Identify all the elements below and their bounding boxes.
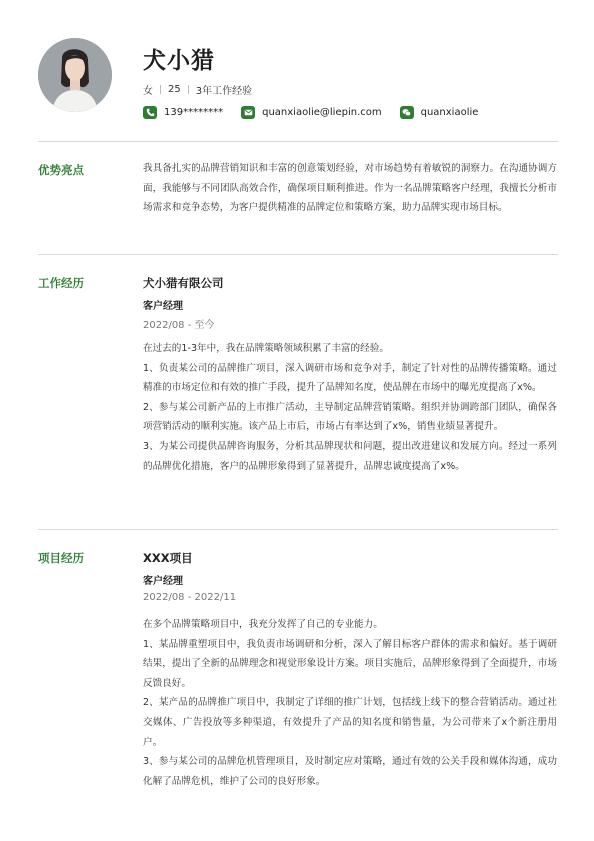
work-role: 客户经理: [143, 301, 183, 312]
work-paragraph: 2、参与某公司新产品的上市推广活动，主导制定品牌营销策略。组织并协调跨部门团队，确保各项营销活动的顺利实施。该产品上市后，市场占有率达到了x%，销售业绩显著提升。: [143, 401, 557, 433]
candidate-name: 犬小猎: [143, 48, 215, 74]
contact-email[interactable]: [241, 106, 382, 119]
section-title-advantages: 优势亮点: [38, 163, 84, 177]
work-experience-years: 3年工作经验: [195, 86, 253, 97]
project-paragraph: 3、参与某公司的品牌危机管理项目，及时制定应对策略，通过有效的公关手段和媒体沟通，成功化解了品牌危机，维护了公司的良好形象。: [143, 756, 557, 787]
meta-separator: [160, 85, 161, 94]
divider: [38, 141, 558, 142]
project-description: [143, 615, 557, 791]
gender: 女: [143, 86, 153, 97]
project-paragraph: 2、某产品的品牌推广项目中，我制定了详细的推广计划，包括线上线下的整合营销活动。通过社交媒体、广告投放等多种渠道，有效提升了产品的知名度和销售量，为公司带来了x个新注册用户。: [143, 697, 557, 748]
age: 25: [168, 84, 181, 95]
project-paragraph: 1、某品牌重塑项目中，我负责市场调研和分析，深入了解目标客户群体的需求和偏好。基于调研结果，提出了全新的品牌理念和视觉形象设计方案。项目实施后，品牌形象得到了全面提升，市场反馈良好。: [143, 638, 557, 689]
phone-number: 139********: [164, 107, 224, 118]
wechat-icon: [400, 106, 414, 119]
project-paragraph: 在多个品牌策略项目中，我充分发挥了自己的专业能力。: [143, 619, 383, 630]
email-address: quanxiaolie@liepin.com: [262, 107, 382, 118]
divider: [38, 254, 558, 255]
project-name: XXX项目: [143, 551, 193, 565]
project-date: 2022/08 - 2022/11: [143, 592, 237, 603]
avatar: [38, 38, 112, 112]
email-icon: [241, 106, 255, 119]
candidate-meta: [143, 82, 252, 97]
advantages-text: [143, 159, 557, 218]
work-company: 犬小猎有限公司: [143, 276, 224, 290]
phone-icon: [143, 106, 157, 119]
meta-separator: [188, 85, 189, 94]
advantages-paragraph: 我具备扎实的品牌营销知识和丰富的创意策划经验，对市场趋势有着敏锐的洞察力。在沟通协调方面，我能够与不同团队高效合作，确保项目顺利推进。作为一名品牌策略客户经理，我擅长分析市场需求和竞争态势，为客户提供精准的品牌定位和策略方案，助力品牌实现市场目标。: [143, 163, 557, 214]
contact-phone[interactable]: [143, 106, 223, 119]
section-title-project: 项目经历: [38, 551, 84, 565]
work-paragraph: 3、为某公司提供品牌咨询服务，分析其品牌现状和问题，提出改进建议和发展方向。经过一系列的品牌优化措施，客户的品牌形象得到了显著提升，品牌忠诚度提高了x%。: [143, 440, 557, 472]
project-role: 客户经理: [143, 576, 183, 587]
work-paragraph: 1、负责某公司的品牌推广项目，深入调研市场和竞争对手，制定了针对性的品牌传播策略。通过精准的市场定位和有效的推广手段，提升了品牌知名度，使品牌在市场中的曝光度提高了x%。: [143, 362, 557, 394]
avatar-portrait: [38, 38, 112, 112]
work-date: 2022/08 - 至今: [143, 320, 215, 331]
divider: [38, 529, 558, 530]
work-description: [143, 339, 557, 476]
contact-wechat[interactable]: [400, 106, 479, 119]
work-paragraph: 在过去的1-3年中，我在品牌策略领域积累了丰富的经验。: [143, 343, 389, 354]
contact-row: [143, 106, 496, 119]
section-title-work: 工作经历: [38, 276, 84, 290]
wechat-id: quanxiaolie: [420, 107, 479, 118]
